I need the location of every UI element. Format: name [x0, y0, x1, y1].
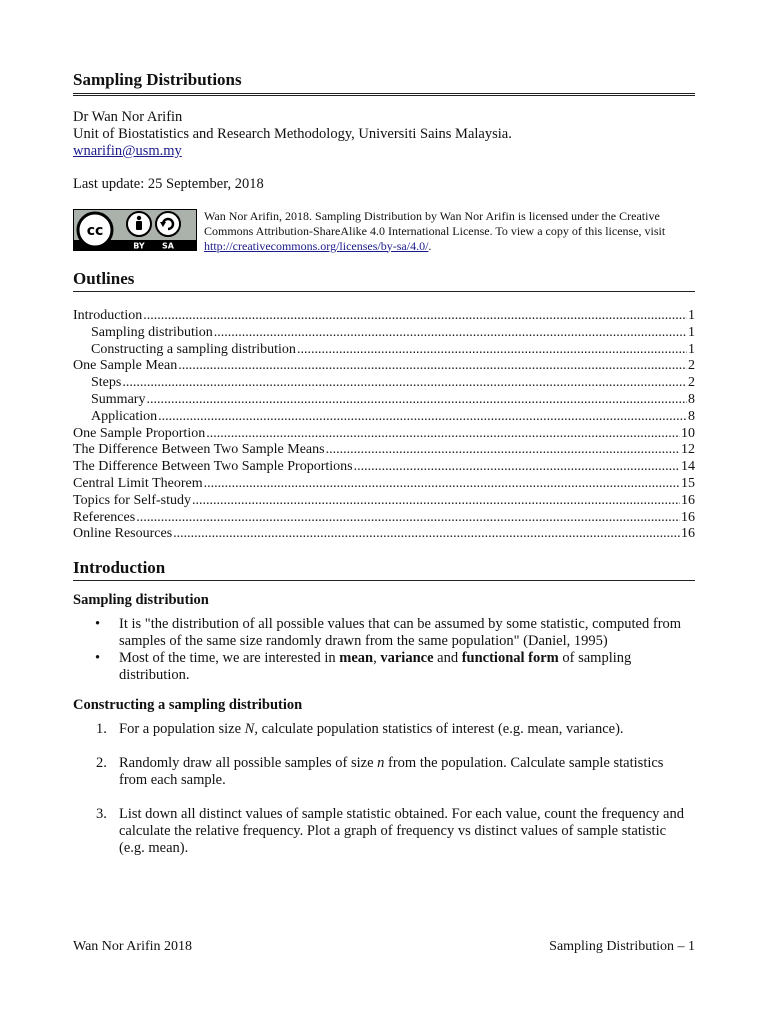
toc-page: 15	[681, 475, 695, 491]
toc-item[interactable]	[73, 392, 695, 409]
toc-page: 14	[681, 459, 695, 475]
toc-leader	[173, 526, 680, 543]
sampling-distribution-heading: Sampling distribution	[73, 592, 209, 608]
toc-leader	[354, 459, 680, 476]
toc-label: Summary	[91, 391, 146, 407]
toc-leader	[326, 442, 680, 459]
toc-label: Sampling distribution	[91, 324, 213, 340]
toc-leader	[297, 342, 687, 359]
author-name: Dr Wan Nor Arifin	[73, 109, 183, 125]
step-number: 1.	[96, 721, 107, 737]
toc-label: One Sample Mean	[73, 358, 178, 374]
license-notice	[204, 209, 695, 253]
toc-item[interactable]	[73, 375, 695, 392]
toc-page: 1	[688, 324, 695, 340]
cc-badge-sa-text: SA	[162, 241, 174, 251]
bullet-text: It is "the distribution of all possible values that can be assumed by some statistic, computed from samples of the same size randomly drawn from the same population" (Daniel, 1995)	[119, 616, 682, 649]
toc-item[interactable]	[73, 459, 695, 476]
toc-label: Topics for Self-study	[73, 492, 192, 508]
toc-leader	[192, 493, 680, 510]
cc-by-sa-license-badge[interactable]	[73, 209, 197, 251]
toc-item[interactable]	[73, 358, 695, 375]
list-item	[73, 721, 695, 738]
toc-leader	[146, 392, 687, 409]
toc-leader	[122, 375, 687, 392]
toc-page: 10	[681, 425, 695, 441]
bullet-text: and	[433, 650, 462, 666]
license-text: Wan Nor Arifin, 2018. Sampling Distribution by Wan Nor Arifin is licensed under the Creative Commons Attribution-ShareAlike 4.0 International License. To view a copy of this license, visit	[204, 209, 666, 238]
toc-label: Central Limit Theorem	[73, 475, 203, 491]
toc-page: 1	[688, 341, 695, 357]
author-email-link[interactable]: wnarifin@usm.my	[73, 143, 182, 159]
toc-page: 2	[688, 358, 695, 374]
toc-label: Steps	[91, 375, 122, 391]
toc-item[interactable]	[73, 325, 695, 342]
bold-term: functional form	[461, 650, 559, 666]
step-number: 2.	[96, 755, 107, 771]
step-text: For a population size	[119, 721, 245, 737]
outlines-heading: Outlines	[73, 269, 695, 292]
last-update: Last update: 25 September, 2018	[73, 176, 264, 192]
bullet-text: of sampling distribution.	[119, 650, 632, 683]
toc-label: References	[73, 509, 136, 525]
license-link[interactable]: http://creativecommons.org/licenses/by-sa/4.0/	[204, 238, 429, 253]
toc-label: Introduction	[73, 308, 143, 323]
toc-leader	[136, 510, 680, 527]
toc-item[interactable]	[73, 308, 695, 325]
author-affiliation: Unit of Biostatistics and Research Methodology, Universiti Sains Malaysia.	[73, 126, 512, 142]
toc-leader	[178, 358, 687, 375]
toc-item[interactable]	[73, 409, 695, 426]
toc-label: The Difference Between Two Sample Means	[73, 442, 325, 458]
introduction-heading: Introduction	[73, 558, 695, 581]
construct-steps	[73, 721, 695, 874]
license-end: .	[428, 238, 432, 253]
toc-leader	[158, 409, 687, 426]
toc-item[interactable]	[73, 442, 695, 459]
toc-label: Online Resources	[73, 526, 173, 542]
toc-page: 2	[688, 375, 695, 391]
toc-page: 8	[688, 391, 695, 407]
step-variable: N	[244, 721, 255, 737]
toc-item[interactable]	[73, 510, 695, 527]
step-variable: n	[377, 755, 385, 771]
footer-left: Wan Nor Arifin 2018	[73, 939, 193, 954]
toc-page: 16	[681, 492, 695, 508]
toc-page: 1	[688, 308, 695, 323]
toc-leader	[206, 426, 680, 443]
toc-leader	[143, 308, 687, 325]
author-block	[73, 109, 695, 160]
cc-badge-cc-text: cc	[86, 223, 104, 239]
list-item	[73, 806, 695, 857]
list-item	[73, 755, 695, 789]
cc-badge-by-text: BY	[133, 241, 145, 251]
toc-item[interactable]	[73, 493, 695, 510]
toc-leader	[214, 325, 687, 342]
toc-label: The Difference Between Two Sample Proportions	[73, 459, 353, 475]
toc-label: Application	[91, 408, 158, 424]
toc-item[interactable]	[73, 526, 695, 543]
step-text: , calculate population statistics of interest (e.g. mean, variance).	[254, 721, 624, 737]
toc-item[interactable]	[73, 342, 695, 359]
list-item	[73, 650, 695, 684]
step-text: from the population. Calculate sample statistics from each sample.	[119, 755, 664, 788]
bold-term: variance	[380, 650, 434, 666]
toc-label: One Sample Proportion	[73, 425, 206, 441]
document-title: Sampling Distributions	[73, 70, 695, 96]
toc-leader	[204, 476, 680, 493]
constructing-heading: Constructing a sampling distribution	[73, 697, 303, 713]
bullet-text: Most of the time, we are interested in	[119, 650, 340, 666]
toc-page: 16	[681, 509, 695, 525]
toc-item[interactable]	[73, 426, 695, 443]
toc-item[interactable]	[73, 476, 695, 493]
list-item	[73, 616, 695, 650]
step-text: List down all distinct values of sample statistic obtained. For each value, count the frequency and calculate the relative frequency. Plot a graph of frequency vs distinct values of sample statistic (e.g. mean).	[119, 806, 684, 856]
step-number: 3.	[96, 806, 107, 822]
bullet-text: ,	[373, 650, 381, 666]
step-text: Randomly draw all possible samples of size	[119, 755, 378, 771]
toc-page: 8	[688, 408, 695, 424]
table-of-contents	[73, 308, 695, 543]
toc-page: 16	[681, 526, 695, 542]
toc-label: Constructing a sampling distribution	[91, 341, 296, 357]
sampling-bullets	[73, 616, 695, 684]
bold-term: mean	[339, 650, 374, 666]
footer-page-label: Sampling Distribution – 1	[549, 939, 695, 954]
toc-page: 12	[681, 442, 695, 458]
